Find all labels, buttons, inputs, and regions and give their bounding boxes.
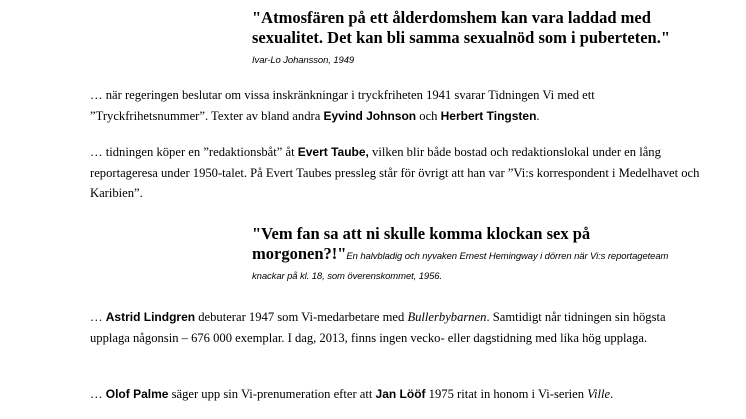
book-title: Bullerbybarnen — [407, 310, 487, 324]
quote-hemingway — [252, 224, 672, 284]
person-name: Eyvind Johnson — [323, 108, 417, 123]
person-name: Olof Palme — [105, 387, 169, 401]
person-name: Jan Lööf — [375, 387, 426, 401]
text-segment: … tidningen köper en ”redaktionsbåt” åt — [90, 145, 298, 159]
quote-source: En halvbladig och nyvaken Ernest Hemingway i dörren när Vi:s reportageteam knackar på kl. 18, som överenskommet, 1956. — [252, 251, 669, 282]
text-segment: och — [416, 108, 441, 123]
quote-text: "Atmosfären på ett ålderdomshem kan vara laddad med sexualitet. Det kan bli samma sexualnöd som i puberteten." — [252, 8, 671, 47]
paragraph-redaktionsbat — [90, 142, 700, 204]
text-segment: … när regeringen beslutar om vissa inskränkningar i tryckfriheten 1941 svarar Tidningen Vi med ett ”Tryckfrihetsnummer”. Texter av bland andra — [90, 88, 595, 123]
text-segment: . — [610, 387, 614, 401]
quote-atmosfaren — [252, 8, 672, 68]
text-segment: . — [536, 108, 540, 123]
quote-text: "Vem fan sa att ni skulle komma klockan sex på morgonen?!" — [252, 224, 591, 263]
person-name: Astrid Lindgren — [105, 310, 196, 324]
text-segment: debuterar 1947 som Vi-medarbetare med — [195, 310, 408, 324]
paragraph-tryckfrihet — [90, 85, 700, 126]
paragraph-palme — [90, 384, 700, 405]
text-segment: … — [90, 387, 106, 401]
quote-source: Ivar-Lo Johansson, 1949 — [252, 55, 355, 66]
person-name: Herbert Tingsten — [440, 108, 537, 123]
paragraph-lindgren — [90, 307, 700, 348]
text-segment: . Samtidigt når tidningen sin högsta upplaga någonsin – 676 000 exemplar. I dag, 2013, finns ingen vecko- eller dagstidning med lika hög upplaga. — [90, 310, 666, 345]
text-segment: säger upp sin Vi-prenumeration efter att — [168, 387, 376, 401]
text-segment: 1975 ritat in honom i Vi-serien — [425, 387, 588, 401]
comic-title: Ville — [587, 387, 611, 401]
person-name: Evert Taube, — [297, 145, 369, 159]
text-segment: … — [90, 310, 106, 324]
text-segment: vilken blir både bostad och redaktionslokal under en lång reportageresa under 1950-talet. På Evert Taubes pressleg står för övrigt att han var ”Vi:s korrespondent i Medelhavet och Karibien”. — [90, 145, 700, 200]
